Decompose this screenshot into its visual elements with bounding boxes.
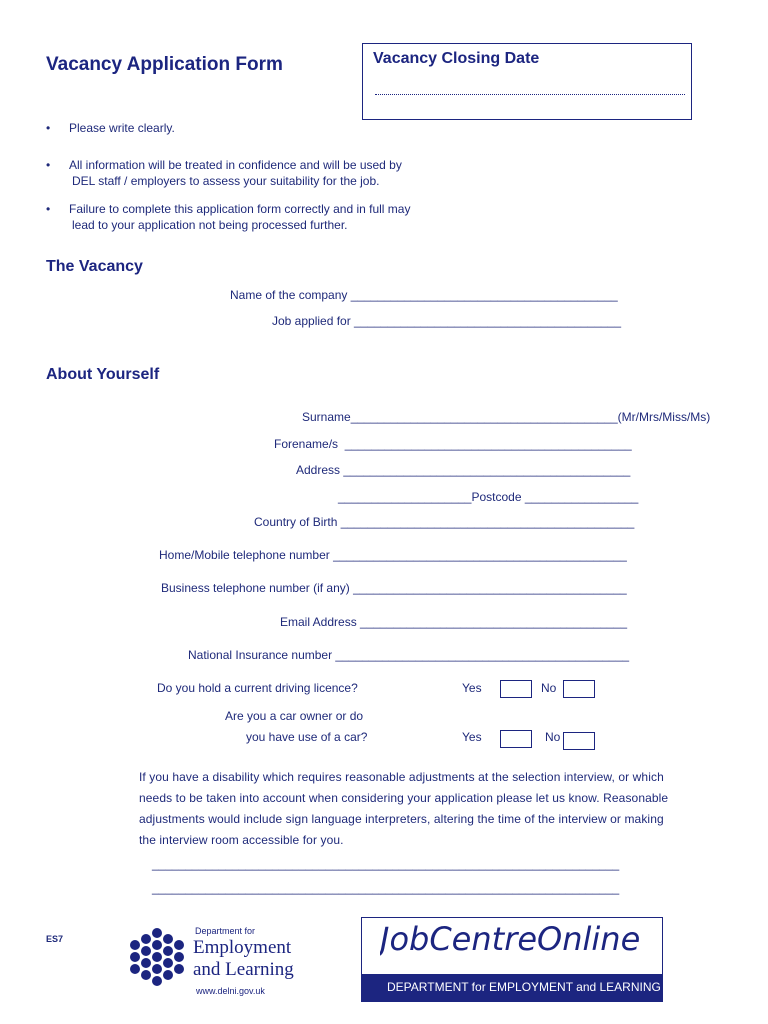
car-no-checkbox[interactable] [563, 732, 595, 750]
instruction-3-line-2: lead to your application not being processed further. [72, 218, 348, 232]
jobcentre-online-title: JobCentreOnline [380, 920, 641, 958]
instruction-2-line-2: DEL staff / employers to assess your suitability for the job. [72, 174, 380, 188]
instruction-3-line-1: Failure to complete this application form correctly and in full may [69, 202, 411, 216]
country-of-birth-field[interactable]: Country of Birth ____________________________________________ [254, 515, 635, 529]
bullet-2: • [46, 158, 51, 172]
home-phone-field[interactable]: Home/Mobile telephone number ____________________________________________ [159, 548, 627, 562]
forename-field[interactable]: Forename/s ___________________________________________ [274, 437, 632, 451]
form-title: Vacancy Application Form [46, 54, 283, 75]
closing-date-box [362, 43, 692, 120]
instruction-1: Please write clearly. [69, 121, 175, 135]
car-question-line-1: Are you a car owner or do [225, 709, 364, 723]
instruction-2-line-1: All information will be treated in confidence and will be used by [69, 158, 402, 172]
about-heading: About Yourself [46, 366, 160, 383]
ni-number-field[interactable]: National Insurance number ____________________________________________ [188, 648, 630, 662]
jobcentre-online-box [361, 917, 663, 1002]
closing-date-field[interactable] [375, 94, 685, 95]
disability-answer-line-1[interactable]: ______________________________________________________________________ [152, 857, 620, 871]
email-field[interactable]: Email Address ________________________________________ [280, 615, 627, 629]
car-yes-checkbox[interactable] [500, 730, 532, 748]
driving-yes-checkbox[interactable] [500, 680, 532, 698]
car-no-label: No [545, 730, 561, 744]
disability-answer-line-2[interactable]: ______________________________________________________________________ [152, 881, 620, 895]
driving-no-label: No [541, 681, 557, 695]
dept-name-line-1: Employment [193, 937, 292, 958]
dept-for-text: Department for [195, 926, 256, 936]
closing-date-label: Vacancy Closing Date [373, 50, 540, 67]
vacancy-heading: The Vacancy [46, 258, 143, 275]
dept-name [193, 937, 294, 981]
driving-licence-question: Do you hold a current driving licence? [157, 681, 358, 695]
driving-yes-label: Yes [462, 681, 482, 695]
surname-field[interactable]: Surname________________________________________(Mr/Mrs/Miss/Ms) [302, 410, 711, 424]
driving-no-checkbox[interactable] [563, 680, 595, 698]
dept-name-line-2: and Learning [193, 959, 294, 980]
del-logo-icon [126, 925, 188, 987]
car-yes-label: Yes [462, 730, 482, 744]
bullet-3: • [46, 202, 51, 216]
jobcentre-online-bar: DEPARTMENT for EMPLOYMENT and LEARNING [362, 974, 662, 1001]
form-code: ES7 [46, 934, 64, 944]
disability-paragraph: If you have a disability which requires reasonable adjustments at the selection interview, or which needs to be taken into account when considering your application please let us know. Reasonable adjustments would include sign language interpreters, altering the time of the interview or making the interview room accessible for you. [139, 770, 669, 847]
business-phone-field[interactable]: Business telephone number (if any) _________________________________________ [161, 581, 627, 595]
bullet-1: • [46, 121, 51, 135]
dept-url: www.delni.gov.uk [196, 986, 265, 996]
car-question-line-2: you have use of a car? [246, 730, 368, 744]
address-field[interactable]: Address ___________________________________________ [296, 463, 631, 477]
postcode-field[interactable]: ____________________Postcode _________________ [338, 490, 639, 504]
company-field[interactable]: Name of the company ________________________________________ [230, 288, 618, 302]
job-applied-field[interactable]: Job applied for ________________________________________ [272, 314, 622, 328]
